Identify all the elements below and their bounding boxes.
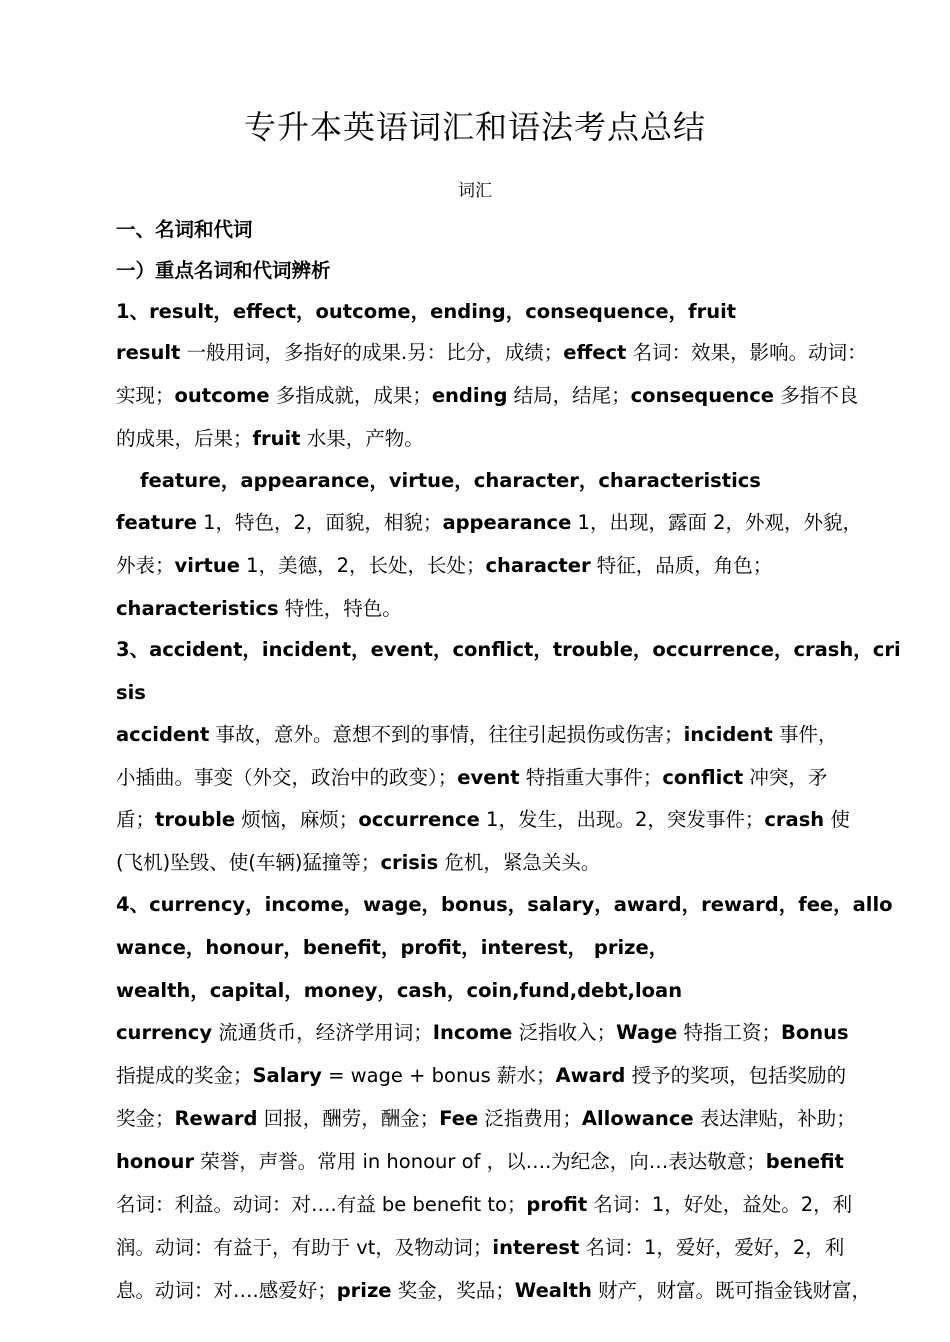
definition-text: 流通货币，经济学用词； bbox=[212, 1021, 433, 1044]
term-text: honour bbox=[116, 1150, 195, 1173]
text-line bbox=[116, 298, 836, 326]
term-text: currency bbox=[116, 1021, 213, 1044]
text-line bbox=[140, 467, 860, 495]
definition-text: 一般用词，多指好的成果.另：比分，成绩； bbox=[180, 341, 564, 364]
text-line bbox=[116, 382, 859, 410]
definition-text: 多指成就，成果； bbox=[269, 384, 432, 407]
definition-text: 事故，意外。意想不到的事情，往往引起损伤或伤害； bbox=[209, 723, 684, 746]
term-text: Bonus bbox=[780, 1021, 849, 1044]
definition-text: 特性，特色。 bbox=[278, 597, 402, 620]
term-text: Award bbox=[555, 1064, 626, 1087]
text-line bbox=[116, 1062, 847, 1090]
term-text: wance，honour，benefit，profit，interest， prize， bbox=[116, 936, 669, 959]
term-text: ending bbox=[431, 384, 508, 407]
definition-text: 小插曲。事变（外交，政治中的政变）； bbox=[116, 766, 458, 789]
term-text: Fee bbox=[439, 1107, 479, 1130]
definition-text: 名词：1，爱好，爱好，2，利 bbox=[579, 1236, 845, 1259]
definition-text: 1，发生，出现。2，突发事件； bbox=[479, 808, 765, 831]
text-line bbox=[116, 1105, 856, 1133]
term-text: consequence bbox=[630, 384, 775, 407]
term-text: profit bbox=[526, 1193, 588, 1216]
definition-text: 名词：1，好处，益处。2，利 bbox=[587, 1193, 853, 1216]
text-line bbox=[116, 339, 867, 367]
text-line bbox=[116, 977, 836, 1005]
term-text: interest bbox=[492, 1236, 580, 1259]
definition-text: 润。动词：有益于，有助于 vt，及物动词； bbox=[116, 1236, 493, 1259]
term-text: Reward bbox=[174, 1107, 258, 1130]
term-text: effect bbox=[563, 341, 627, 364]
definition-text: 名词：利益。动词：对….有益 be benefit to； bbox=[116, 1193, 527, 1216]
term-text: 3、accident，incident，event，conflict，trouble，occurrence，crash，cri bbox=[116, 638, 901, 661]
definition-text: 特指工资； bbox=[677, 1021, 781, 1044]
term-text: outcome bbox=[174, 384, 270, 407]
term-text: 4、currency，income，wage，bonus，salary，award，reward，fee，allo bbox=[116, 893, 893, 916]
term-text: trouble bbox=[155, 808, 236, 831]
term-text: fruit bbox=[252, 427, 301, 450]
definition-text: 授予的奖项，包括奖励的 bbox=[625, 1064, 847, 1087]
term-text: sis bbox=[116, 681, 146, 704]
text-line bbox=[116, 934, 836, 962]
term-text: Wealth bbox=[514, 1279, 592, 1302]
text-line bbox=[116, 806, 850, 834]
term-text: crisis bbox=[380, 851, 439, 874]
definition-text: 危机，紧急关头。 bbox=[438, 851, 601, 874]
term-text: appearance bbox=[442, 511, 572, 534]
document-subtitle: 词汇 bbox=[458, 181, 492, 201]
text-line bbox=[116, 216, 836, 244]
definition-text: 1，美德，2，长处，长处； bbox=[239, 554, 486, 577]
text-line bbox=[116, 1277, 872, 1305]
definition-text: 泛指收入； bbox=[512, 1021, 617, 1044]
document-title: 专升本英语词汇和语法考点总结 bbox=[243, 108, 706, 146]
text-line bbox=[116, 257, 836, 285]
term-text: benefit bbox=[765, 1150, 844, 1173]
term-text: feature bbox=[116, 511, 197, 534]
term-text: Wage bbox=[616, 1021, 678, 1044]
definition-text: 的成果，后果； bbox=[116, 427, 253, 450]
text-line bbox=[116, 764, 836, 792]
definition-text: 财产，财富。既可指金钱财富， bbox=[591, 1279, 872, 1302]
definition-text: 使 bbox=[824, 808, 850, 831]
text-line bbox=[116, 1234, 845, 1262]
text-line bbox=[116, 721, 836, 749]
term-text: prize bbox=[336, 1279, 392, 1302]
term-text: crash bbox=[764, 808, 825, 831]
definition-text: 名词：效果，影响。动词： bbox=[626, 341, 867, 364]
definition-text: 回报，酬劳，酬金； bbox=[257, 1107, 440, 1130]
term-text: character bbox=[485, 554, 591, 577]
definition-text: 奖金，奖品； bbox=[391, 1279, 515, 1302]
text-line bbox=[116, 679, 836, 707]
term-text: 一）重点名词和代词辨析 bbox=[116, 259, 331, 282]
term-text: virtue bbox=[174, 554, 240, 577]
definition-text: 实现； bbox=[116, 384, 175, 407]
definition-text: 息。动词：对….感爱好； bbox=[116, 1279, 337, 1302]
text-line bbox=[116, 425, 836, 453]
definition-text: 事件， bbox=[772, 723, 838, 746]
definition-text: 1，出现，露面 2，外观，外貌， bbox=[571, 511, 863, 534]
text-line bbox=[116, 849, 836, 877]
text-line bbox=[116, 509, 863, 537]
text-line bbox=[116, 636, 901, 664]
text-line bbox=[116, 1148, 844, 1176]
definition-text: 表达津贴，补助； bbox=[693, 1107, 856, 1130]
term-text: incident bbox=[683, 723, 773, 746]
term-text: 一、名词和代词 bbox=[116, 218, 253, 241]
term-text: Income bbox=[432, 1021, 513, 1044]
definition-text: 荣誉，声誉。常用 in honour of ，以….为纪念，向…表达敬意； bbox=[194, 1150, 766, 1173]
term-text: accident bbox=[116, 723, 210, 746]
definition-text: 特指重大事件； bbox=[519, 766, 663, 789]
definition-text: (飞机)坠毁、使(车辆)猛撞等； bbox=[116, 851, 381, 874]
definition-text: 水果，产物。 bbox=[300, 427, 424, 450]
text-line bbox=[116, 1019, 849, 1047]
term-text: feature，appearance，virtue，character，characteristics bbox=[140, 469, 761, 492]
term-text: characteristics bbox=[116, 597, 279, 620]
term-text: result bbox=[116, 341, 181, 364]
term-text: occurrence bbox=[358, 808, 480, 831]
definition-text: 奖金； bbox=[116, 1107, 175, 1130]
text-line bbox=[116, 552, 836, 580]
term-text: wealth，capital，money，cash，coin,fund,debt,loan bbox=[116, 979, 683, 1002]
definition-text: = wage + bonus 薪水； bbox=[321, 1064, 556, 1087]
definition-text: 多指不良 bbox=[774, 384, 859, 407]
text-line bbox=[116, 595, 836, 623]
term-text: Salary bbox=[252, 1064, 322, 1087]
definition-text: 冲突，矛 bbox=[743, 766, 828, 789]
definition-text: 结局，结尾； bbox=[507, 384, 631, 407]
term-text: event bbox=[457, 766, 520, 789]
definition-text: 1，特色，2，面貌，相貌； bbox=[196, 511, 443, 534]
definition-text: 烦恼，麻烦； bbox=[235, 808, 359, 831]
definition-text: 盾； bbox=[116, 808, 156, 831]
text-line bbox=[116, 1191, 853, 1219]
definition-text: 外表； bbox=[116, 554, 175, 577]
definition-text: 特征，品质，角色； bbox=[590, 554, 773, 577]
term-text: Allowance bbox=[581, 1107, 694, 1130]
definition-text: 泛指费用； bbox=[478, 1107, 582, 1130]
term-text: 1、result，effect，outcome，ending，consequence，fruit bbox=[116, 300, 737, 323]
definition-text: 指提成的奖金； bbox=[116, 1064, 253, 1087]
text-line bbox=[116, 891, 893, 919]
term-text: conflict bbox=[662, 766, 744, 789]
